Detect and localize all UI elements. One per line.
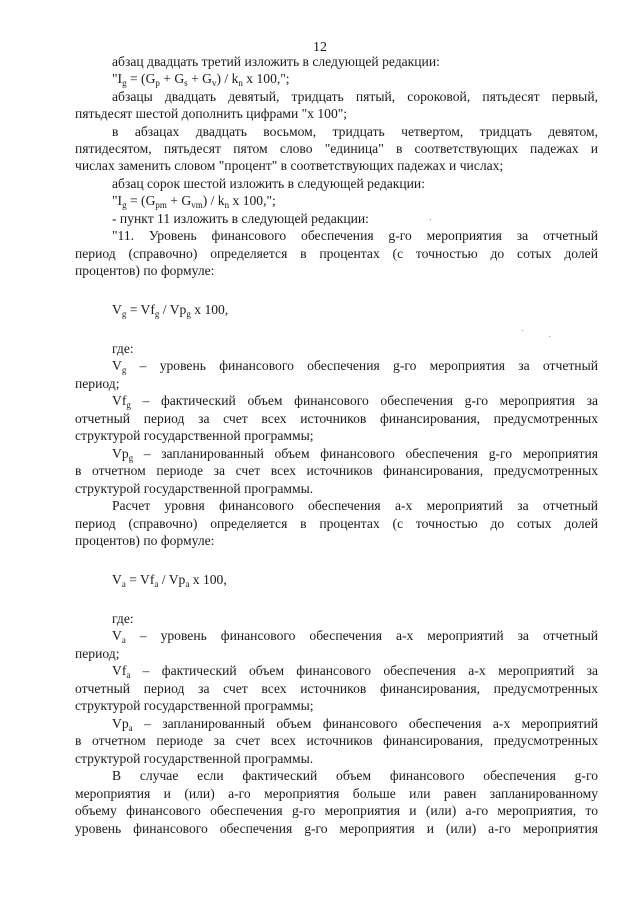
text-line: "11. Уровень финансового обеспечения g-го мероприятия за отчетный	[112, 228, 598, 243]
text-line: "$I_g = (G_p + G_s + G_v) / k_n$ x 100,";	[112, 71, 290, 88]
text-line: числах заменить словом "процент" в соответствующих падежах и числах;	[75, 158, 504, 173]
text-line: абзац двадцать третий изложить в следующей редакции:	[112, 54, 440, 69]
text-line: абзацы двадцать девятый, тридцать пятый, сороковой, пятьдесят первый,	[112, 89, 598, 104]
text-line: период;	[75, 376, 120, 391]
text-line: $V_a$ – уровень финансового обеспечения a-х мероприятий за отчетный	[112, 628, 598, 645]
text-line: пятьдесят шестой дополнить цифрами "x 100";	[75, 106, 348, 121]
text-line: В случае если фактический объем финансового обеспечения g-го	[112, 768, 598, 783]
text-line: структурой государственной программы;	[75, 428, 314, 443]
text-line: Расчет уровня финансового обеспечения a-х мероприятий за отчетный	[112, 498, 598, 513]
text-line: пятидесятом, пятьдесят пятом слово "единица" в соответствующих падежах и	[75, 141, 598, 156]
text-line: уровень финансового обеспечения g-го мероприятия и (или) a-го мероприятия	[75, 821, 598, 836]
text-line: в абзацах двадцать восьмом, тридцать четвертом, тридцать девятом,	[112, 124, 598, 139]
text-line: абзац сорок шестой изложить в следующей редакции:	[112, 176, 425, 191]
text-line: $Vp_a$ – запланированный объем финансового обеспечения a-х мероприятий	[112, 716, 598, 733]
text-line: структурой государственной программы.	[75, 481, 314, 496]
text-line: $Vf_a$ – фактический объем финансового обеспечения a-х мероприятий за	[112, 663, 598, 680]
text-line: период (справочно) определяется в процентах (с точностью до сотых долей	[75, 246, 598, 261]
text-line: отчетный период за счет всех источников финансирования, предусмотренных	[75, 681, 598, 696]
text-line: период;	[75, 646, 120, 661]
text-line: $Vf_g$ – фактический объем финансового обеспечения g-го мероприятия за	[112, 393, 598, 410]
text-line: $V_a = Vf_a / Vp_a$ x 100,	[112, 572, 227, 589]
text-line: период (справочно) определяется в процентах (с точностью до сотых долей	[75, 516, 598, 531]
text-line: $V_g = Vf_g / Vp_g$ x 100,	[112, 302, 229, 319]
text-line: процентов) по формуле:	[75, 533, 215, 548]
text-line: объему финансового обеспечения g-го мероприятия и (или) a-го мероприятия, то	[75, 803, 598, 818]
text-line: в отчетном периоде за счет всех источников финансирования, предусмотренных	[75, 463, 598, 478]
text-line: мероприятия и (или) a-го мероприятия больше или равен запланированному	[75, 786, 598, 801]
scan-speck	[430, 219, 431, 220]
text-line: структурой государственной программы;	[75, 698, 314, 713]
text-line: структурой государственной программы.	[75, 751, 314, 766]
text-line: "$I_g = (G_{pm} + G_{vm}) / k_n$ x 100,";	[112, 193, 276, 210]
text-line: $Vp_g$ – запланированный объем финансового обеспечения g-го мероприятия	[112, 446, 598, 463]
text-line: $V_g$ – уровень финансового обеспечения g-го мероприятия за отчетный	[112, 358, 598, 375]
scan-speck	[522, 330, 523, 331]
text-line: где:	[112, 611, 134, 626]
text-line: отчетный период за счет всех источников финансирования, предусмотренных	[75, 411, 598, 426]
text-line: процентов) по формуле:	[75, 263, 215, 278]
text-line: где:	[112, 341, 134, 356]
text-line: в отчетном периоде за счет всех источников финансирования, предусмотренных	[75, 733, 598, 748]
text-line: - пункт 11 изложить в следующей редакции:	[112, 211, 369, 226]
scan-speck	[549, 336, 550, 337]
page-number: 12	[313, 40, 327, 55]
